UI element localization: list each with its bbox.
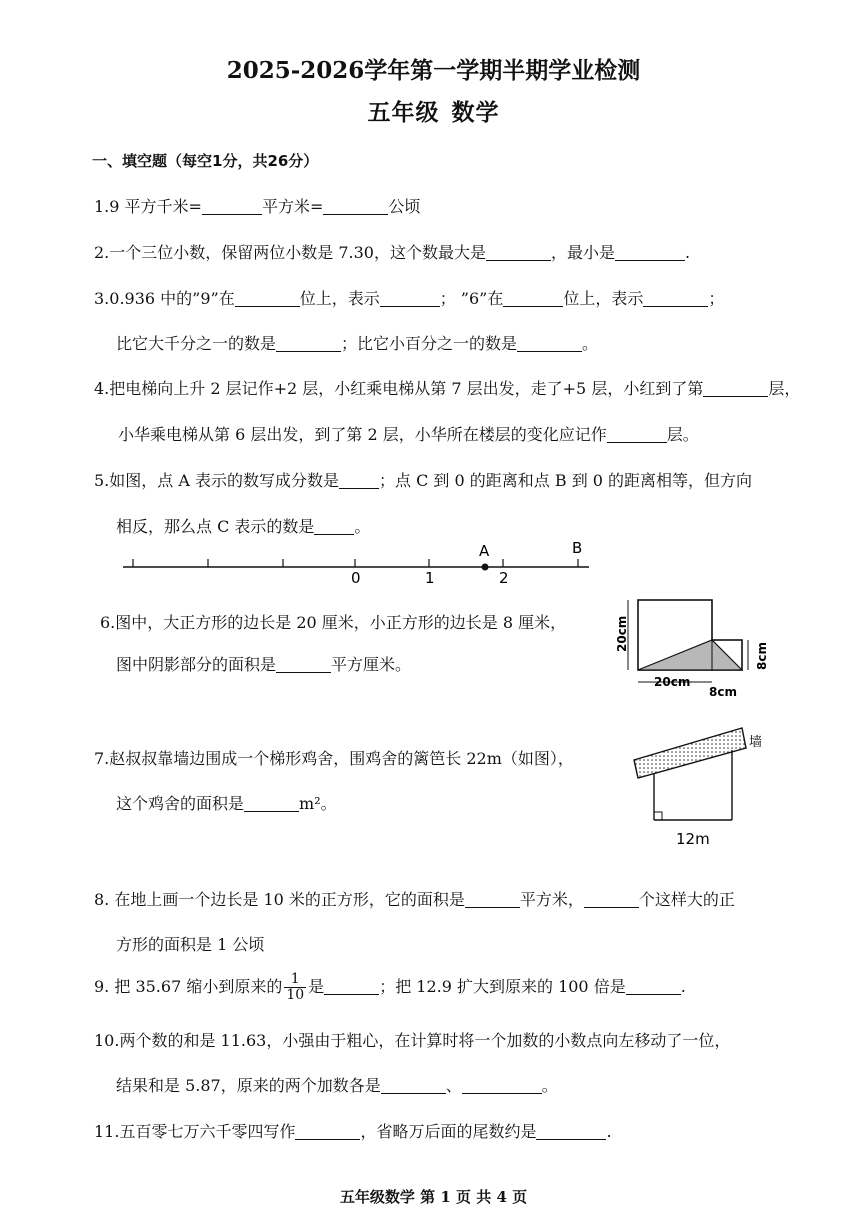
answer-blank[interactable] [643, 290, 708, 307]
answer-blank[interactable] [295, 1123, 360, 1140]
squares-figure [610, 594, 770, 704]
point-a-marker [482, 564, 489, 571]
answer-blank[interactable] [235, 290, 300, 307]
shaded-region [638, 640, 742, 670]
question-7-line-1: 7.赵叔叔靠墙边围成一个梯形鸡舍，围鸡舍的篱笆长 22m（如图）， [94, 749, 574, 768]
question-8-line-2: 方形的面积是 1 公顷 [116, 935, 265, 954]
answer-blank[interactable] [584, 891, 639, 908]
dim-20cm-vertical: 20cm [615, 615, 629, 652]
answer-blank[interactable] [465, 891, 520, 908]
answer-blank[interactable] [703, 380, 768, 397]
question-10-line-1: 10.两个数的和是 11.63，小强由于粗心，在计算时将一个加数的小数点向左移动了一位， [94, 1031, 731, 1050]
right-angle-mark [654, 812, 662, 820]
question-3-line-2: 比它大千分之一的数是 ；比它小百分之一的数是 。 [116, 334, 599, 353]
question-4-line-2: 小华乘电梯从第 6 层出发，到了第 2 层，小华所在楼层的变化应记作 层。 [118, 425, 699, 444]
answer-blank[interactable] [314, 518, 354, 535]
question-6-line-1: 6.图中，大正方形的边长是 20 厘米，小正方形的边长是 8 厘米， [100, 613, 567, 632]
question-8-line-1: 8. 在地上画一个边长是 10 米的正方形，它的面积是 平方米， 个这样大的正 [94, 890, 735, 909]
answer-blank[interactable] [536, 1123, 606, 1140]
tick-label-2: 2 [499, 569, 509, 587]
point-b-label: B [572, 539, 583, 557]
answer-blank[interactable] [244, 795, 299, 812]
question-4-line-1: 4.把电梯向上升 2 层记作+2 层，小红乘电梯从第 7 层出发，走了+5 层，小红到了第 层， [94, 379, 801, 398]
wall-label: 墙 [749, 735, 763, 750]
answer-blank[interactable] [339, 472, 379, 489]
answer-blank[interactable] [462, 1077, 542, 1094]
question-11: 11.五百零七万六千零四写作 ，省略万后面的尾数约是 . [94, 1122, 612, 1141]
dim-8cm-horizontal: 8cm [709, 685, 737, 699]
question-2: 2.一个三位小数，保留两位小数是 7.30，这个数最大是 ，最小是 . [94, 243, 691, 262]
question-3-line-1: 3.0.936 中的”9”在 位上，表示 ； ”6”在 位上，表示 ； [94, 289, 725, 308]
fraction-one-tenth: $\frac{1}{10}$ [286, 971, 305, 1003]
answer-blank[interactable] [381, 1077, 446, 1094]
question-7-line-2: 这个鸡舍的面积是 m²。 [116, 794, 337, 813]
question-5-line-1: 5.如图，点 A 表示的数写成分数是 ；点 C 到 0 的距离和点 B 到 0 的距离相等，但方向 [94, 471, 753, 490]
base-length-label: 12m [676, 830, 710, 848]
wall-shape [634, 728, 746, 778]
dim-8cm-vertical: 8cm [755, 642, 769, 670]
answer-blank[interactable] [517, 335, 582, 352]
page-footer: 五年级数学 第 1 页 共 4 页 [339, 1188, 528, 1206]
answer-blank[interactable] [615, 244, 685, 261]
subject-label: 数学 [451, 99, 500, 126]
answer-blank[interactable] [626, 978, 681, 995]
point-a-label: A [479, 542, 490, 560]
question-6-line-2: 图中阴影部分的面积是 平方厘米。 [116, 655, 412, 674]
answer-blank[interactable] [276, 656, 331, 673]
exam-title: 2025-2026学年第一学期半期学业检测 [226, 57, 641, 84]
answer-blank[interactable] [486, 244, 551, 261]
answer-blank[interactable] [380, 290, 440, 307]
tick-label-0: 0 [351, 569, 361, 587]
question-5-line-2: 相反，那么点 C 表示的数是 。 [116, 517, 371, 536]
tick-label-1: 1 [425, 569, 435, 587]
question-1: 1.9 平方千米= 平方米= 公顷 [94, 197, 421, 216]
grade-label: 五年级 [367, 99, 440, 126]
dim-20cm-horizontal: 20cm [654, 675, 691, 689]
trapezoid-coop-figure [630, 722, 775, 850]
exam-subtitle [0, 94, 867, 127]
answer-blank[interactable] [503, 290, 563, 307]
question-9: 9. 把 35.67 缩小到原来的 $\frac{1}{10}$ 是 ；把 12.9 扩大到原来的 100 倍是 . [94, 971, 686, 1003]
question-10-line-2: 结果和是 5.87，原来的两个加数各是 、 。 [116, 1076, 558, 1095]
answer-blank[interactable] [324, 978, 379, 995]
section-heading: 一、填空题（每空1分，共26分） [92, 152, 319, 170]
answer-blank[interactable] [276, 335, 341, 352]
answer-blank[interactable] [323, 198, 388, 215]
answer-blank[interactable] [202, 198, 262, 215]
number-line-figure [115, 534, 600, 589]
answer-blank[interactable] [607, 426, 667, 443]
